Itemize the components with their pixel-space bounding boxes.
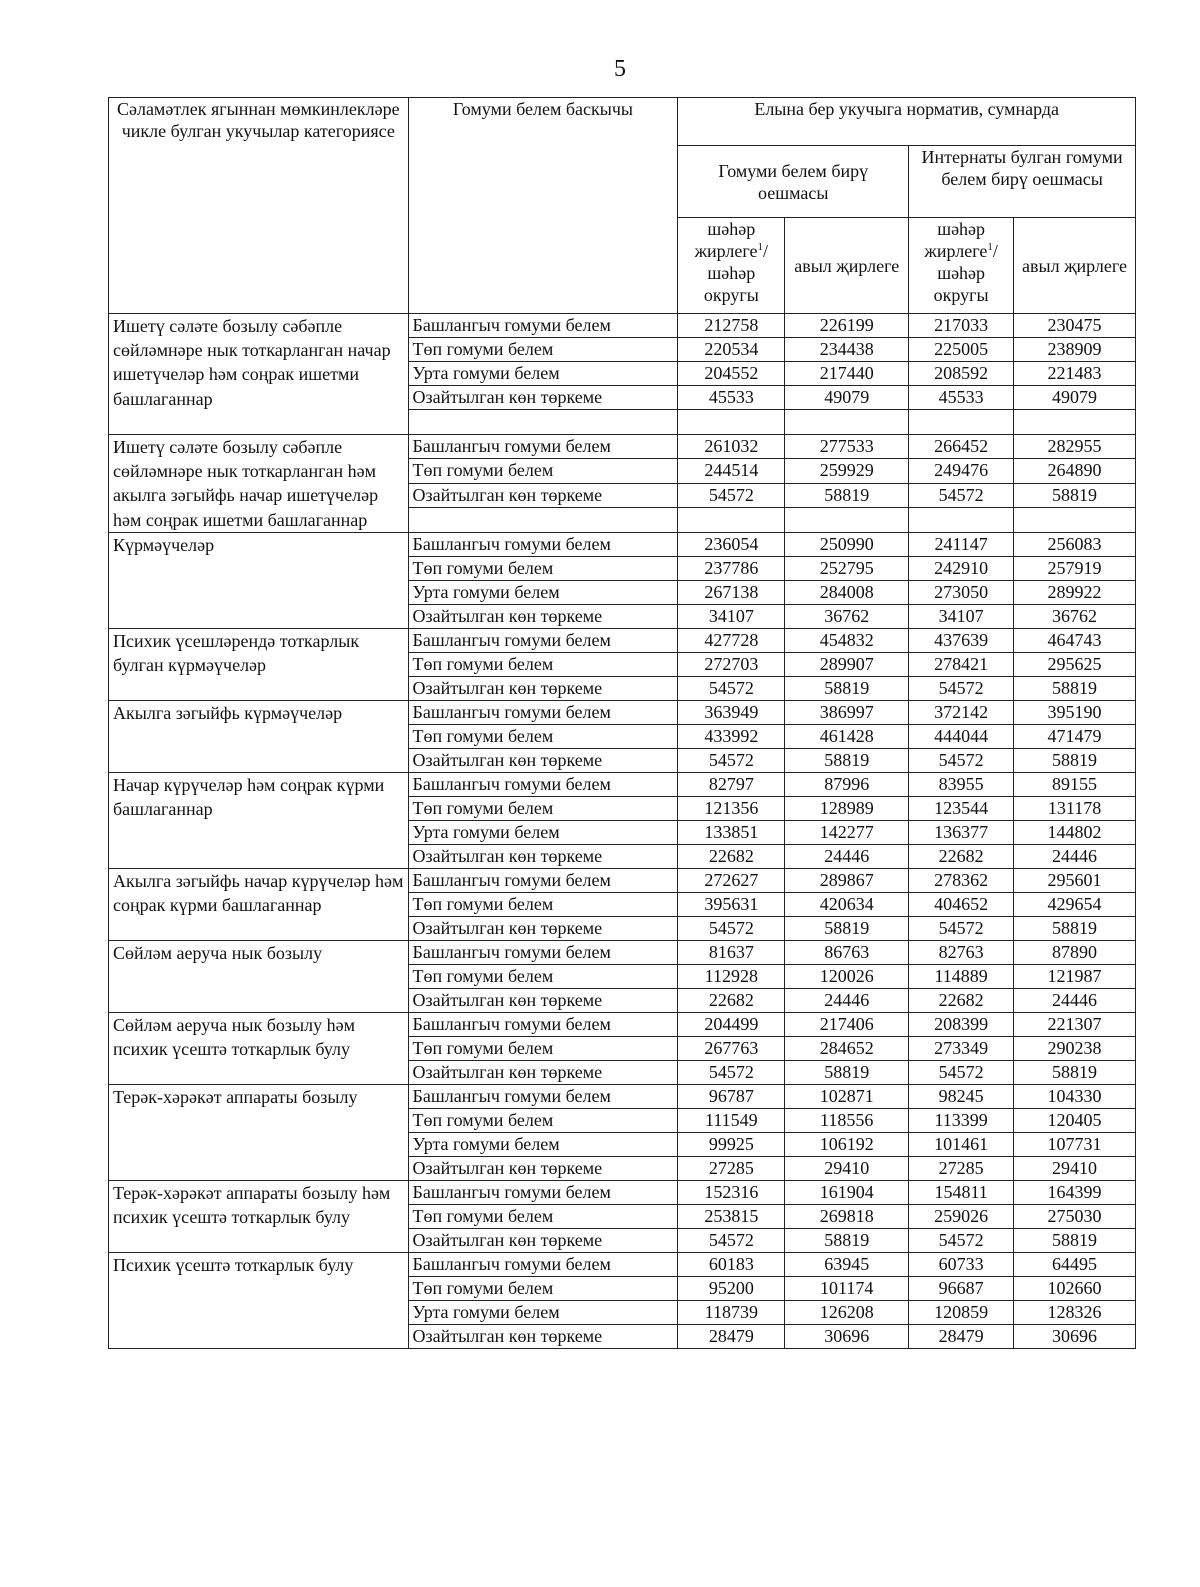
category-cell: Акылга зәгыйфь күрмәүчеләр <box>109 700 409 772</box>
norm-value-cell: 395631 <box>678 892 785 916</box>
norm-value-cell: 24446 <box>1014 988 1136 1012</box>
norm-value-cell: 60183 <box>678 1252 785 1276</box>
norm-value-cell: 444044 <box>909 724 1014 748</box>
norm-value-cell: 24446 <box>1014 844 1136 868</box>
norm-value-cell: 212758 <box>678 314 785 338</box>
education-level-cell: Төп гомуми белем <box>408 1108 678 1132</box>
education-level-cell: Озайтылган көн төркеме <box>408 844 678 868</box>
norm-value-cell: 126208 <box>785 1300 909 1324</box>
norm-value-cell: 164399 <box>1014 1180 1136 1204</box>
norm-value-cell: 58819 <box>785 748 909 772</box>
header-norm: Елына бер укучыга норматив, сумнарда <box>678 98 1136 146</box>
norm-value-cell: 28479 <box>909 1324 1014 1348</box>
table-row <box>109 435 1136 459</box>
norm-value-cell: 264890 <box>1014 459 1136 483</box>
norm-value-cell: 250990 <box>785 532 909 556</box>
norm-value-cell: 54572 <box>678 676 785 700</box>
norm-value-cell: 234438 <box>785 338 909 362</box>
table-row <box>109 772 1136 796</box>
norm-value-cell: 226199 <box>785 314 909 338</box>
filler-cell <box>408 508 678 532</box>
norm-value-cell: 144802 <box>1014 820 1136 844</box>
norm-value-cell: 284652 <box>785 1036 909 1060</box>
norm-value-cell: 136377 <box>909 820 1014 844</box>
norm-value-cell: 58819 <box>785 1228 909 1252</box>
filler-cell <box>909 508 1014 532</box>
norm-value-cell: 102871 <box>785 1084 909 1108</box>
norm-value-cell: 236054 <box>678 532 785 556</box>
norm-value-cell: 241147 <box>909 532 1014 556</box>
table-row <box>109 1012 1136 1036</box>
norm-value-cell: 237786 <box>678 556 785 580</box>
norm-value-cell: 101174 <box>785 1276 909 1300</box>
education-level-cell: Урта гомуми белем <box>408 362 678 386</box>
header-level: Гомуми белем баскычы <box>408 98 678 314</box>
norm-value-cell: 82797 <box>678 772 785 796</box>
norm-value-cell: 395190 <box>1014 700 1136 724</box>
norm-value-cell: 208592 <box>909 362 1014 386</box>
norm-value-cell: 58819 <box>1014 916 1136 940</box>
norm-value-cell: 24446 <box>785 844 909 868</box>
norm-value-cell: 427728 <box>678 628 785 652</box>
norm-value-cell: 461428 <box>785 724 909 748</box>
footnote-mark: 1 <box>987 241 993 253</box>
norm-value-cell: 289907 <box>785 652 909 676</box>
norm-value-cell: 86763 <box>785 940 909 964</box>
norm-value-cell: 238909 <box>1014 338 1136 362</box>
education-level-cell: Озайтылган көн төркеме <box>408 1228 678 1252</box>
norm-value-cell: 131178 <box>1014 796 1136 820</box>
norm-value-cell: 22682 <box>678 844 785 868</box>
norm-value-cell: 64495 <box>1014 1252 1136 1276</box>
norm-value-cell: 128989 <box>785 796 909 820</box>
footnote-mark: 1 <box>757 241 764 253</box>
norm-value-cell: 282955 <box>1014 435 1136 459</box>
norm-value-cell: 386997 <box>785 700 909 724</box>
norm-value-cell: 295601 <box>1014 868 1136 892</box>
norm-value-cell: 363949 <box>678 700 785 724</box>
norm-value-cell: 253815 <box>678 1204 785 1228</box>
norm-value-cell: 230475 <box>1014 314 1136 338</box>
education-level-cell: Башлангыч гомуми белем <box>408 435 678 459</box>
header-rural-boarding: авыл җирлеге <box>1014 218 1136 314</box>
norm-value-cell: 275030 <box>1014 1204 1136 1228</box>
education-level-cell: Урта гомуми белем <box>408 1300 678 1324</box>
norm-value-cell: 272627 <box>678 868 785 892</box>
norm-value-cell: 54572 <box>909 1060 1014 1084</box>
norm-value-cell: 121356 <box>678 796 785 820</box>
education-level-cell: Башлангыч гомуми белем <box>408 1012 678 1036</box>
norm-value-cell: 54572 <box>678 916 785 940</box>
filler-cell <box>785 508 909 532</box>
table-body <box>109 314 1136 1349</box>
norm-value-cell: 96787 <box>678 1084 785 1108</box>
norm-value-cell: 54572 <box>678 748 785 772</box>
norm-value-cell: 49079 <box>785 386 909 410</box>
norm-value-cell: 54572 <box>909 748 1014 772</box>
norm-value-cell: 277533 <box>785 435 909 459</box>
education-level-cell: Төп гомуми белем <box>408 964 678 988</box>
header-city-district: / шәһәр округы <box>933 241 998 305</box>
norm-value-cell: 96687 <box>909 1276 1014 1300</box>
category-cell: Ишетү сәләте бозылу сәбәпле сөйләмнәре нык тоткарланган начар ишетүчеләр һәм соңрак ишетми башлаганнар <box>109 314 409 435</box>
norm-value-cell: 58819 <box>1014 483 1136 507</box>
norm-value-cell: 36762 <box>785 604 909 628</box>
norm-value-cell: 58819 <box>785 483 909 507</box>
education-level-cell: Озайтылган көн төркеме <box>408 483 678 507</box>
category-cell: Ишетү сәләте бозылу сәбәпле сөйләмнәре нык тоткарланган һәм акылга зәгыйфь начар ишетүчеләр һәм соңрак ишетми башлаганнар <box>109 435 409 533</box>
filler-cell <box>1014 410 1136 435</box>
filler-cell <box>909 410 1014 435</box>
header-org-general: Гомуми белем бирү оешмасы <box>678 146 909 218</box>
category-cell: Сөйләм аеруча нык бозылу һәм психик үсештә тоткарлык булу <box>109 1012 409 1084</box>
category-cell: Терәк-хәрәкәт аппараты бозылу <box>109 1084 409 1180</box>
norm-value-cell: 106192 <box>785 1132 909 1156</box>
norm-value-cell: 217406 <box>785 1012 909 1036</box>
norm-value-cell: 133851 <box>678 820 785 844</box>
norm-value-cell: 433992 <box>678 724 785 748</box>
norm-value-cell: 261032 <box>678 435 785 459</box>
norm-value-cell: 58819 <box>785 1060 909 1084</box>
table-row <box>109 314 1136 338</box>
norm-value-cell: 289867 <box>785 868 909 892</box>
norm-value-cell: 95200 <box>678 1276 785 1300</box>
norm-value-cell: 101461 <box>909 1132 1014 1156</box>
norm-value-cell: 54572 <box>909 1228 1014 1252</box>
norm-value-cell: 429654 <box>1014 892 1136 916</box>
education-level-cell: Озайтылган көн төркеме <box>408 1156 678 1180</box>
norm-value-cell: 24446 <box>785 988 909 1012</box>
norm-value-cell: 295625 <box>1014 652 1136 676</box>
education-level-cell: Озайтылган көн төркеме <box>408 988 678 1012</box>
education-level-cell: Урта гомуми белем <box>408 1132 678 1156</box>
norm-value-cell: 104330 <box>1014 1084 1136 1108</box>
filler-cell <box>1014 508 1136 532</box>
norm-value-cell: 60733 <box>909 1252 1014 1276</box>
category-cell: Начар күрүчеләр һәм соңрак күрми башлаганнар <box>109 772 409 868</box>
norm-value-cell: 87996 <box>785 772 909 796</box>
norm-value-cell: 259929 <box>785 459 909 483</box>
norm-value-cell: 269818 <box>785 1204 909 1228</box>
education-level-cell: Башлангыч гомуми белем <box>408 772 678 796</box>
norm-value-cell: 118739 <box>678 1300 785 1324</box>
table-row <box>109 1084 1136 1108</box>
norm-value-cell: 49079 <box>1014 386 1136 410</box>
norm-value-cell: 83955 <box>909 772 1014 796</box>
filler-cell <box>408 410 678 435</box>
category-cell: Терәк-хәрәкәт аппараты бозылу һәм психик үсештә тоткарлык булу <box>109 1180 409 1252</box>
norm-value-cell: 266452 <box>909 435 1014 459</box>
norm-value-cell: 128326 <box>1014 1300 1136 1324</box>
norm-value-cell: 107731 <box>1014 1132 1136 1156</box>
education-level-cell: Озайтылган көн төркеме <box>408 1324 678 1348</box>
education-level-cell: Башлангыч гомуми белем <box>408 700 678 724</box>
norm-value-cell: 225005 <box>909 338 1014 362</box>
table-header <box>109 98 1136 314</box>
norm-value-cell: 58819 <box>1014 1228 1136 1252</box>
norm-value-cell: 114889 <box>909 964 1014 988</box>
norm-value-cell: 471479 <box>1014 724 1136 748</box>
education-level-cell: Төп гомуми белем <box>408 1204 678 1228</box>
norm-value-cell: 54572 <box>678 1060 785 1084</box>
norm-value-cell: 257919 <box>1014 556 1136 580</box>
education-level-cell: Озайтылган көн төркеме <box>408 748 678 772</box>
norm-value-cell: 272703 <box>678 652 785 676</box>
norm-value-cell: 98245 <box>909 1084 1014 1108</box>
norm-value-cell: 289922 <box>1014 580 1136 604</box>
header-category: Сәламәтлек ягыннан мөмкинлекләре чикле булган укучылар категориясе <box>109 98 409 314</box>
norm-value-cell: 30696 <box>785 1324 909 1348</box>
norm-value-cell: 34107 <box>678 604 785 628</box>
table-row <box>109 868 1136 892</box>
education-level-cell: Башлангыч гомуми белем <box>408 532 678 556</box>
education-level-cell: Башлангыч гомуми белем <box>408 940 678 964</box>
norm-value-cell: 22682 <box>909 844 1014 868</box>
norm-value-cell: 284008 <box>785 580 909 604</box>
norm-value-cell: 81637 <box>678 940 785 964</box>
norm-value-cell: 28479 <box>678 1324 785 1348</box>
norm-value-cell: 121987 <box>1014 964 1136 988</box>
norm-value-cell: 58819 <box>1014 1060 1136 1084</box>
norm-value-cell: 27285 <box>678 1156 785 1180</box>
norm-value-cell: 118556 <box>785 1108 909 1132</box>
norm-value-cell: 111549 <box>678 1108 785 1132</box>
education-level-cell: Төп гомуми белем <box>408 459 678 483</box>
education-level-cell: Төп гомуми белем <box>408 652 678 676</box>
education-level-cell: Башлангыч гомуми белем <box>408 868 678 892</box>
norm-value-cell: 22682 <box>909 988 1014 1012</box>
norm-value-cell: 244514 <box>678 459 785 483</box>
norm-value-cell: 58819 <box>785 676 909 700</box>
norm-value-cell: 82763 <box>909 940 1014 964</box>
category-cell: Психик үсештә тоткарлык булу <box>109 1252 409 1348</box>
norm-value-cell: 54572 <box>909 916 1014 940</box>
norm-value-cell: 204552 <box>678 362 785 386</box>
norm-value-cell: 259026 <box>909 1204 1014 1228</box>
education-level-cell: Төп гомуми белем <box>408 724 678 748</box>
norm-value-cell: 208399 <box>909 1012 1014 1036</box>
norm-value-cell: 29410 <box>785 1156 909 1180</box>
norm-value-cell: 54572 <box>678 483 785 507</box>
norm-value-cell: 372142 <box>909 700 1014 724</box>
category-cell: Күрмәүчеләр <box>109 532 409 628</box>
education-level-cell: Башлангыч гомуми белем <box>408 628 678 652</box>
filler-cell <box>678 508 785 532</box>
education-level-cell: Озайтылган көн төркеме <box>408 676 678 700</box>
header-city-label: шәһәр жирлеге <box>694 219 758 261</box>
header-city-district: / шәһәр округы <box>703 241 769 305</box>
norm-value-cell: 54572 <box>678 1228 785 1252</box>
norm-value-cell: 87890 <box>1014 940 1136 964</box>
education-level-cell: Төп гомуми белем <box>408 892 678 916</box>
norm-value-cell: 273349 <box>909 1036 1014 1060</box>
education-level-cell: Төп гомуми белем <box>408 556 678 580</box>
norm-value-cell: 54572 <box>909 483 1014 507</box>
category-cell: Сөйләм аеруча нык бозылу <box>109 940 409 1012</box>
norm-value-cell: 437639 <box>909 628 1014 652</box>
norm-value-cell: 204499 <box>678 1012 785 1036</box>
education-level-cell: Башлангыч гомуми белем <box>408 314 678 338</box>
norm-value-cell: 217033 <box>909 314 1014 338</box>
norm-value-cell: 154811 <box>909 1180 1014 1204</box>
norm-value-cell: 30696 <box>1014 1324 1136 1348</box>
norm-value-cell: 267763 <box>678 1036 785 1060</box>
education-level-cell: Башлангыч гомуми белем <box>408 1084 678 1108</box>
table-row <box>109 700 1136 724</box>
norm-value-cell: 221483 <box>1014 362 1136 386</box>
norm-value-cell: 36762 <box>1014 604 1136 628</box>
norm-value-cell: 273050 <box>909 580 1014 604</box>
norm-value-cell: 58819 <box>1014 676 1136 700</box>
norm-value-cell: 113399 <box>909 1108 1014 1132</box>
norm-value-cell: 58819 <box>785 916 909 940</box>
education-level-cell: Төп гомуми белем <box>408 796 678 820</box>
norm-value-cell: 99925 <box>678 1132 785 1156</box>
filler-cell <box>678 410 785 435</box>
filler-cell <box>785 410 909 435</box>
norm-value-cell: 54572 <box>909 676 1014 700</box>
education-level-cell: Озайтылган көн төркеме <box>408 1060 678 1084</box>
education-level-cell: Озайтылган көн төркеме <box>408 386 678 410</box>
category-cell: Психик үсешләрендә тоткарлык булган күрмәүчеләр <box>109 628 409 700</box>
education-level-cell: Төп гомуми белем <box>408 1276 678 1300</box>
norm-value-cell: 63945 <box>785 1252 909 1276</box>
norm-value-cell: 217440 <box>785 362 909 386</box>
education-level-cell: Башлангыч гомуми белем <box>408 1252 678 1276</box>
education-level-cell: Урта гомуми белем <box>408 820 678 844</box>
table-row <box>109 628 1136 652</box>
header-city-boarding <box>909 218 1014 314</box>
page-number: 5 <box>614 56 626 82</box>
norm-value-cell: 120026 <box>785 964 909 988</box>
table-row <box>109 1180 1136 1204</box>
education-level-cell: Урта гомуми белем <box>408 580 678 604</box>
norm-value-cell: 278421 <box>909 652 1014 676</box>
norm-value-cell: 102660 <box>1014 1276 1136 1300</box>
norm-value-cell: 29410 <box>1014 1156 1136 1180</box>
norm-value-cell: 45533 <box>678 386 785 410</box>
norm-value-cell: 27285 <box>909 1156 1014 1180</box>
education-level-cell: Төп гомуми белем <box>408 1036 678 1060</box>
header-city-label: шәһәр жирлеге <box>924 219 988 261</box>
norm-value-cell: 290238 <box>1014 1036 1136 1060</box>
norm-value-cell: 123544 <box>909 796 1014 820</box>
norm-value-cell: 256083 <box>1014 532 1136 556</box>
norm-value-cell: 220534 <box>678 338 785 362</box>
norm-value-cell: 464743 <box>1014 628 1136 652</box>
norm-value-cell: 58819 <box>1014 748 1136 772</box>
norm-value-cell: 34107 <box>909 604 1014 628</box>
education-level-cell: Озайтылган көн төркеме <box>408 916 678 940</box>
norm-value-cell: 454832 <box>785 628 909 652</box>
education-level-cell: Озайтылган көн төркеме <box>408 604 678 628</box>
norm-value-cell: 120405 <box>1014 1108 1136 1132</box>
norm-value-cell: 120859 <box>909 1300 1014 1324</box>
header-org-boarding: Интернаты булган гомуми белем бирү оешмасы <box>909 146 1136 218</box>
table-row <box>109 532 1136 556</box>
education-level-cell: Башлангыч гомуми белем <box>408 1180 678 1204</box>
category-cell: Акылга зәгыйфь начар күрүчеләр һәм соңрак күрми башлаганнар <box>109 868 409 940</box>
norm-value-cell: 221307 <box>1014 1012 1136 1036</box>
norm-value-cell: 242910 <box>909 556 1014 580</box>
norm-value-cell: 142277 <box>785 820 909 844</box>
norm-value-cell: 161904 <box>785 1180 909 1204</box>
norm-value-cell: 22682 <box>678 988 785 1012</box>
header-rural-general: авыл җирлеге <box>785 218 909 314</box>
education-level-cell: Төп гомуми белем <box>408 338 678 362</box>
norm-value-cell: 420634 <box>785 892 909 916</box>
norm-value-cell: 404652 <box>909 892 1014 916</box>
norm-value-cell: 112928 <box>678 964 785 988</box>
norm-value-cell: 89155 <box>1014 772 1136 796</box>
norm-value-cell: 249476 <box>909 459 1014 483</box>
norm-value-cell: 267138 <box>678 580 785 604</box>
table-row <box>109 1252 1136 1276</box>
norm-value-cell: 152316 <box>678 1180 785 1204</box>
header-city-general <box>678 218 785 314</box>
norm-value-cell: 278362 <box>909 868 1014 892</box>
table-row <box>109 940 1136 964</box>
norm-value-cell: 45533 <box>909 386 1014 410</box>
norm-value-cell: 252795 <box>785 556 909 580</box>
norms-table <box>108 97 1136 1349</box>
